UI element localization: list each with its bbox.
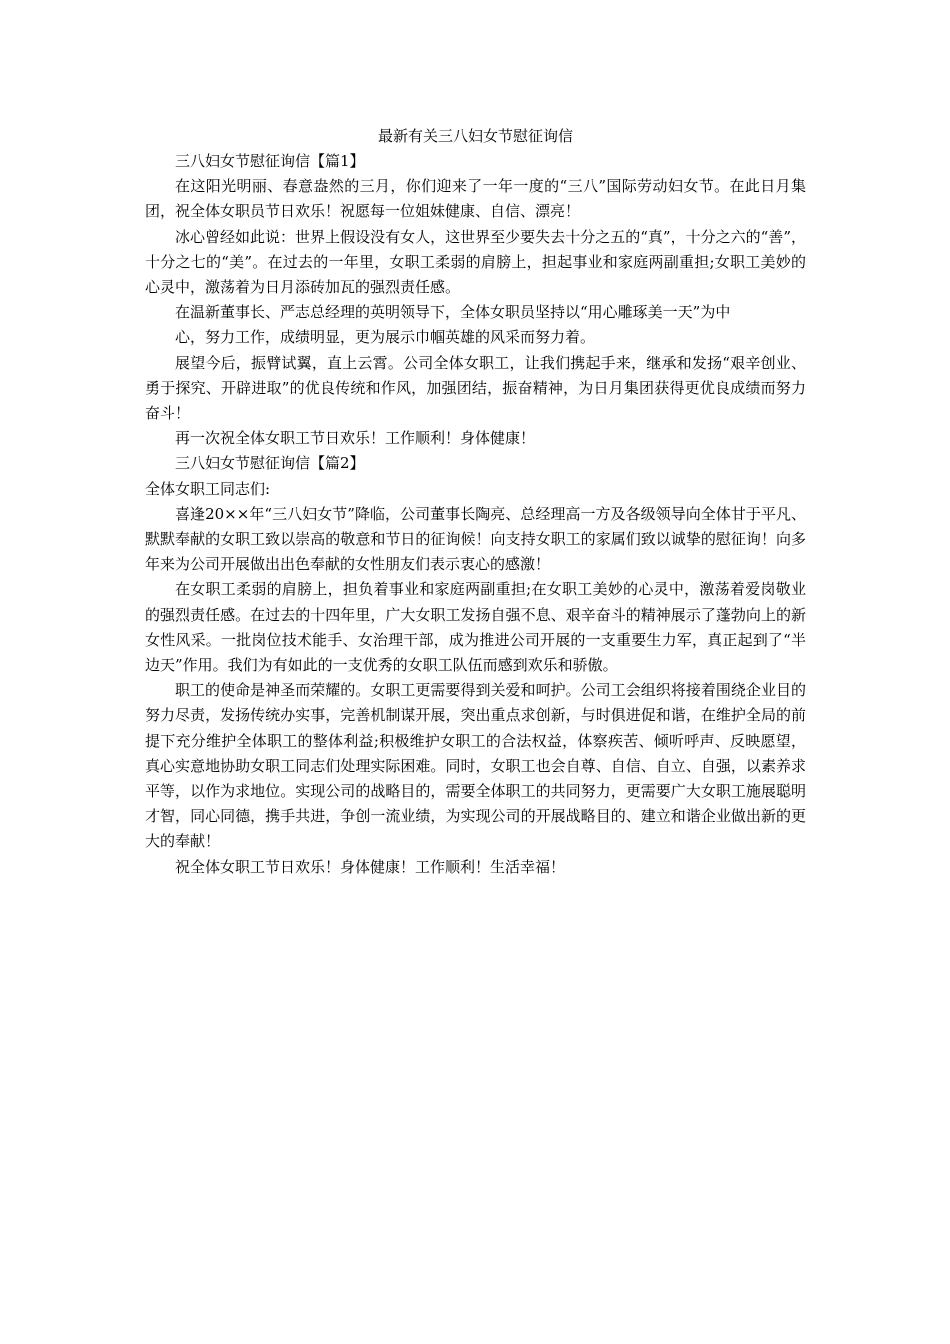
paragraph: 全体女职工同志们: <box>145 479 271 498</box>
document-body <box>145 149 806 880</box>
paragraph: 展望今后，振臂试翼，直上云霄。公司全体女职工，让我们携起手来，继承和发扬“艰辛创业、勇于探究、开辟进取”的优良传统和作风，加强团结，振奋精神，为日月集团获得更优良成绩而努力奋斗！ <box>145 353 806 423</box>
document-page <box>145 123 806 880</box>
paragraph: 祝全体女职工节日欢乐！身体健康！工作顺利！生活幸福！ <box>175 857 566 876</box>
paragraph: 再一次祝全体女职工节日欢乐！工作顺利！身体健康！ <box>175 429 536 448</box>
paragraph: 心，努力工作，成绩明显，更为展示巾帼英雄的风采而努力着。 <box>175 328 596 347</box>
paragraph: 三八妇女节慰征询信【篇1】 <box>175 152 365 170</box>
paragraph: 三八妇女节慰征询信【篇2】 <box>175 454 365 473</box>
paragraph: 喜逢20××年“三八妇女节”降临，公司董事长陶亮、总经理高一方及各级领导向全体甘于平凡、默默奉献的女职工致以崇高的敬意和节日的征询候！向支持女职工的家属们致以诚挚的慰征询！向多年来为公司开展做出出色奉献的女性朋友们表示衷心的感激！ <box>145 504 806 574</box>
document-title: 最新有关三八妇女节慰征询信 <box>377 127 573 145</box>
paragraph: 在这阳光明丽、春意盎然的三月，你们迎来了一年一度的“三八”国际劳动妇女节。在此日月集团，祝全体女职员节日欢乐！祝愿每一位姐妹健康、自信、漂亮！ <box>145 177 806 221</box>
paragraph: 职工的使命是神圣而荣耀的。女职工更需要得到关爱和呵护。公司工会组织将接着围绕企业目的努力尽责，发扬传统办实事，完善机制谋开展，突出重点求创新，与时俱进促和谐，在维护全局的前提下充分维护全体职工的整体利益;积极维护女职工的合法权益，体察疾苦、倾听呼声、反映愿望，真心实意地协助女职工同志们处理实际困难。同时，女职工也会自尊、自信、自立、自强，以素养求平等，以作为求地位。实现公司的战略目的，需要全体职工的共同努力，更需要广大女职工施展聪明才智，同心同德，携手共进，争创一流业绩，为实现公司的开展战略目的、建立和谐企业做出新的更大的奉献！ <box>145 681 806 851</box>
paragraph: 在女职工柔弱的肩膀上，担负着事业和家庭两副重担;在女职工美妙的心灵中，激荡着爱岗敬业的强烈责任感。在过去的十四年里，广大女职工发扬自强不息、艰辛奋斗的精神展示了蓬勃向上的新女性风采。一批岗位技术能手、女治理干部，成为推进公司开展的一支重要生力军，真正起到了“半边天”作用。我们为有如此的一支优秀的女职工队伍而感到欢乐和骄傲。 <box>145 580 806 675</box>
paragraph: 冰心曾经如此说：世界上假设没有女人，这世界至少要失去十分之五的“真”，十分之六的“善”，十分之七的“美”。在过去的一年里，女职工柔弱的肩膀上，担起事业和家庭两副重担;女职工美妙的心灵中，激荡着为日月添砖加瓦的强烈责任感。 <box>145 227 806 297</box>
paragraph: 在温新董事长、严志总经理的英明领导下，全体女职员坚持以“用心雕琢美一天”为中 <box>175 303 731 322</box>
